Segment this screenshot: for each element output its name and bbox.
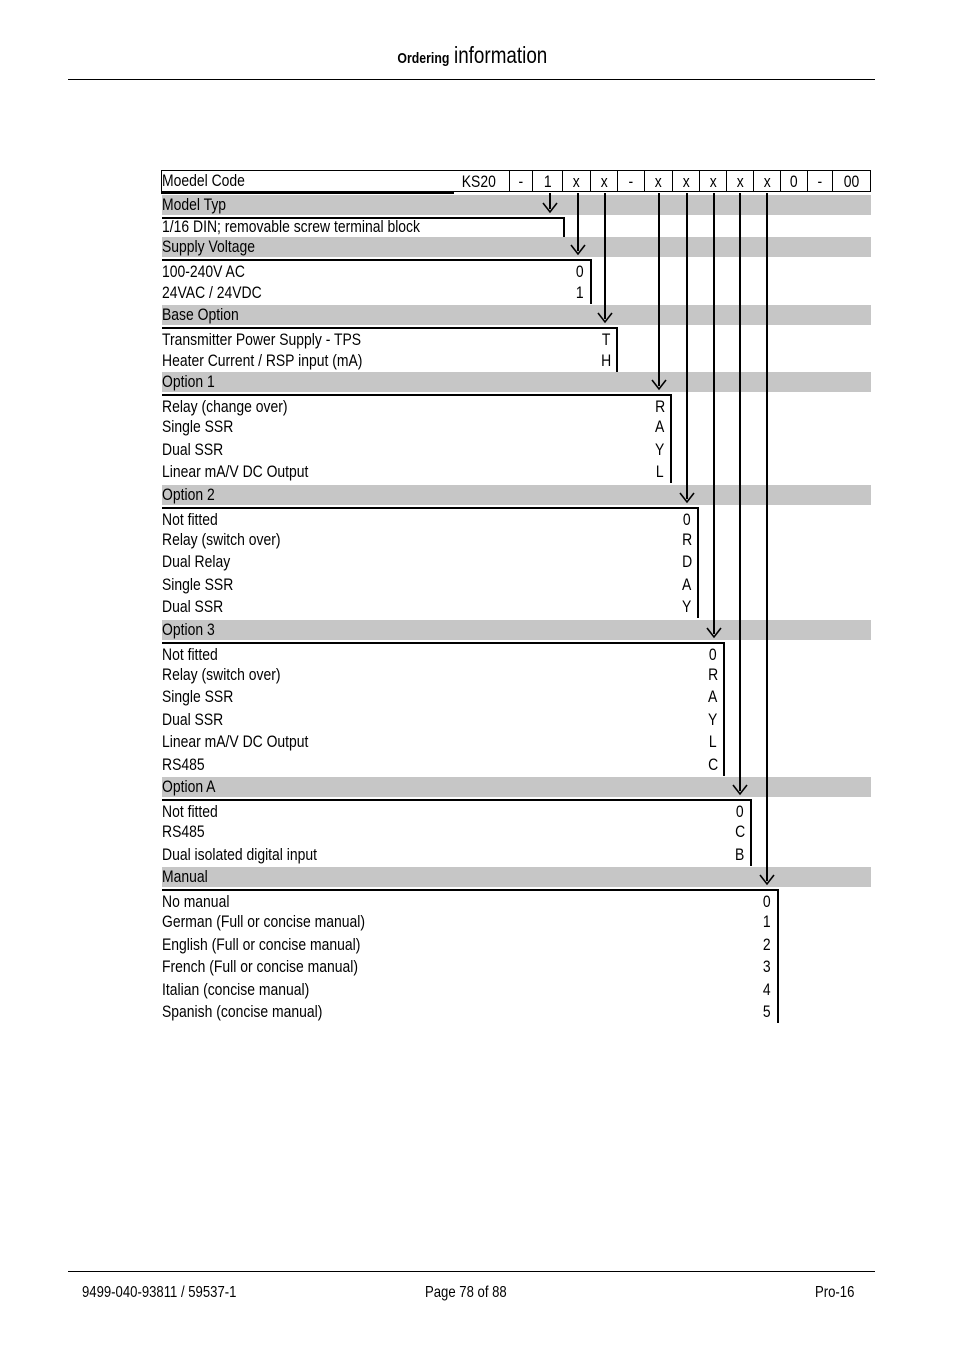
option-code	[574, 263, 586, 281]
section-title	[162, 778, 227, 796]
section-bracket-side	[670, 394, 672, 483]
option-label	[162, 893, 244, 911]
option-label-text: Dual SSR	[162, 440, 224, 459]
option-label-text: Heater Current / RSP input (mA)	[162, 351, 363, 370]
header-title-rest: information	[453, 42, 548, 68]
option-code	[761, 981, 773, 999]
option-label-text: Single SSR	[162, 575, 234, 594]
option-code	[654, 463, 666, 481]
option-label	[162, 553, 245, 571]
connector-line	[604, 193, 606, 319]
option-label-text: Not fitted	[162, 802, 218, 821]
model-code-cell-text: x	[736, 172, 744, 191]
model-code-cell	[781, 170, 808, 192]
option-code	[654, 441, 666, 459]
option-label-text: Single SSR	[162, 687, 234, 706]
option-label	[162, 981, 342, 999]
option-label	[162, 531, 307, 549]
option-code	[734, 803, 746, 821]
model-code-cell	[533, 170, 563, 192]
option-code-text: A	[682, 575, 692, 594]
option-code	[761, 958, 773, 976]
model-code-cell	[453, 170, 510, 192]
model-code-cell-text: -	[628, 172, 634, 191]
model-code-cell-text: x	[655, 172, 662, 191]
option-code-text: L	[656, 462, 664, 481]
section-title	[162, 868, 218, 886]
option-code-text: Y	[708, 710, 718, 729]
option-label-text: 24VAC / 24VDC	[162, 283, 262, 302]
section-title-text: Option 2	[162, 485, 215, 504]
model-code-label-text: Moedel Code	[162, 171, 245, 190]
option-code	[734, 823, 746, 841]
connector-line	[577, 193, 579, 251]
option-code-text: L	[709, 732, 717, 751]
option-label	[162, 958, 401, 976]
option-label-text: Relay (change over)	[162, 397, 288, 416]
option-label-text: Relay (switch over)	[162, 665, 281, 684]
option-label	[162, 733, 341, 751]
option-label	[162, 352, 406, 370]
option-label-text: Italian (concise manual)	[162, 980, 310, 999]
section-title	[162, 238, 275, 256]
option-code-text: 0	[736, 802, 744, 821]
section-title-text: Supply Voltage	[162, 237, 256, 256]
option-label	[162, 463, 341, 481]
model-code-cell	[618, 170, 645, 192]
model-code-cell-text: x	[709, 172, 717, 191]
connector-line	[739, 193, 741, 791]
option-code	[707, 646, 719, 664]
option-label	[162, 913, 410, 931]
option-label-text: Dual SSR	[162, 597, 224, 616]
model-code-cell	[833, 170, 871, 192]
option-code	[681, 576, 693, 594]
section-title	[162, 196, 240, 214]
option-label-text: Transmitter Power Supply - TPS	[162, 330, 362, 349]
option-label	[162, 441, 237, 459]
option-label	[162, 823, 214, 841]
section-bracket-top	[162, 507, 699, 509]
section-title	[162, 621, 226, 639]
option-code	[761, 1003, 773, 1021]
option-code-text: R	[655, 397, 666, 416]
footer-doc-number: 9499-040-93811 / 59537-1	[82, 1284, 237, 1301]
footer-rule	[68, 1271, 875, 1272]
option-code-text: 2	[763, 935, 771, 954]
option-label-text: Linear mA/V DC Output	[162, 732, 309, 751]
option-code-text: 4	[763, 980, 771, 999]
section-band	[162, 195, 871, 215]
option-code	[707, 733, 719, 751]
option-label	[162, 666, 307, 684]
option-label-text: Not fitted	[162, 510, 218, 529]
model-code-cell	[591, 170, 618, 192]
connector-line	[713, 193, 715, 634]
model-code-cell	[700, 170, 727, 192]
option-code	[547, 218, 559, 236]
option-label	[162, 598, 237, 616]
option-label	[162, 1003, 358, 1021]
option-code	[654, 398, 666, 416]
section-title-text: Base Option	[162, 305, 239, 324]
option-code-text: 0	[763, 892, 771, 911]
option-code	[707, 666, 719, 684]
option-label	[162, 936, 404, 954]
option-label	[162, 398, 315, 416]
section-bracket-side	[697, 507, 699, 618]
option-code	[707, 756, 719, 774]
model-code-cell	[673, 170, 700, 192]
option-label-text: Dual SSR	[162, 710, 224, 729]
section-band	[162, 777, 871, 797]
option-code-text: Y	[682, 597, 692, 616]
option-label-text: English (Full or concise manual)	[162, 935, 361, 954]
model-code-cell-text: KS20	[461, 172, 496, 191]
option-label	[162, 418, 249, 436]
option-code	[707, 688, 719, 706]
connector-line	[766, 193, 768, 881]
option-code-text: 1	[763, 912, 771, 931]
option-code-text: T	[601, 330, 611, 349]
option-code-text: A	[708, 687, 718, 706]
option-label	[162, 803, 230, 821]
option-label	[162, 711, 237, 729]
option-code	[681, 598, 693, 616]
section-band	[162, 620, 871, 640]
option-code-text: Y	[655, 440, 665, 459]
section-bracket-side	[723, 642, 725, 776]
model-code-cell	[563, 170, 591, 192]
option-code-text: C	[735, 822, 746, 841]
option-code	[681, 553, 693, 571]
option-code	[600, 331, 612, 349]
section-bracket-side	[777, 889, 779, 1023]
model-code-cell-text: 1	[543, 172, 552, 191]
model-code-cell-text: x	[573, 172, 580, 191]
option-code	[707, 711, 719, 729]
option-label-text: RS485	[162, 755, 205, 774]
option-label-text: RS485	[162, 822, 205, 841]
option-code	[761, 913, 773, 931]
option-label-text: 1/16 DIN; removable screw terminal block	[162, 217, 420, 236]
option-label	[162, 284, 284, 302]
section-band	[162, 305, 871, 325]
option-code	[681, 531, 693, 549]
section-bracket-top	[162, 394, 672, 396]
option-label	[162, 756, 214, 774]
model-code-cell-text: x	[600, 172, 608, 191]
option-label-text: Relay (switch over)	[162, 530, 281, 549]
model-code-underline	[161, 192, 454, 194]
option-label-text: No manual	[162, 892, 230, 911]
option-label-text: German (Full or concise manual)	[162, 912, 365, 931]
model-code-cell-text: 00	[843, 172, 860, 191]
option-code-text: 0	[683, 510, 691, 529]
option-label-text: Dual Relay	[162, 552, 231, 571]
option-label	[162, 218, 477, 236]
model-code-row-border	[161, 170, 454, 192]
option-code-text: R	[682, 530, 693, 549]
connector-line	[658, 193, 660, 386]
option-label-text: Single SSR	[162, 417, 234, 436]
option-label-text: 100-240V AC	[162, 262, 245, 281]
model-code-cell	[510, 170, 533, 192]
option-label	[162, 511, 230, 529]
section-bracket-side	[750, 799, 752, 866]
section-title-text: Option 3	[162, 620, 215, 639]
option-code-text: 1	[576, 283, 584, 302]
option-code	[761, 893, 773, 911]
option-code-text: C	[708, 755, 719, 774]
section-title-text: Option 1	[162, 372, 215, 391]
option-label	[162, 331, 405, 349]
option-code-text: 0	[576, 262, 584, 281]
section-bracket-top	[162, 259, 592, 261]
section-band	[162, 372, 871, 392]
option-label-text: French (Full or concise manual)	[162, 957, 359, 976]
option-label-text: Linear mA/V DC Output	[162, 462, 309, 481]
header-title-bold: Ordering	[397, 50, 450, 67]
section-title-text: Model Typ	[162, 195, 227, 214]
option-code	[600, 352, 612, 370]
option-code-text: A	[655, 417, 665, 436]
option-label-text: Spanish (concise manual)	[162, 1002, 323, 1021]
model-code-cell	[645, 170, 673, 192]
footer-product: Pro-16	[815, 1284, 855, 1301]
option-code	[734, 846, 746, 864]
connector-line	[549, 193, 551, 209]
section-title	[162, 306, 256, 324]
option-label-text: Dual isolated digital input	[162, 845, 317, 864]
section-bracket-top	[162, 889, 779, 891]
model-code-cell-text: x	[682, 172, 690, 191]
section-bracket-side	[616, 327, 618, 372]
model-code-cell	[727, 170, 754, 192]
section-bracket-top	[162, 799, 752, 801]
option-code-text: R	[708, 665, 719, 684]
option-label	[162, 263, 263, 281]
option-label	[162, 646, 230, 664]
section-title	[162, 486, 226, 504]
option-code-text: 3	[763, 957, 771, 976]
option-code-text: 5	[763, 1002, 771, 1021]
option-code	[761, 936, 773, 954]
section-bracket-top	[162, 642, 725, 644]
section-bracket-side	[590, 259, 592, 304]
model-code-cell-text: -	[817, 172, 823, 191]
model-code-cell-text: 0	[790, 172, 798, 191]
model-code-cell-text: x	[763, 172, 771, 191]
model-code-cell	[754, 170, 781, 192]
section-title-text: Manual	[162, 867, 208, 886]
option-code-text: B	[735, 845, 745, 864]
option-label	[162, 846, 351, 864]
model-code-cell	[808, 170, 833, 192]
option-label	[162, 688, 249, 706]
option-code	[681, 511, 693, 529]
section-band	[162, 485, 871, 505]
connector-line	[686, 193, 688, 499]
section-bracket-side	[563, 217, 565, 238]
footer-page-number: Page 78 of 88	[425, 1284, 507, 1301]
option-label	[162, 576, 249, 594]
section-title-text: Option A	[162, 777, 216, 796]
option-code	[654, 418, 666, 436]
section-title	[162, 373, 226, 391]
option-code-text: H	[601, 351, 612, 370]
model-code-cell-text: -	[518, 172, 524, 191]
option-code	[574, 284, 586, 302]
section-bracket-top	[162, 327, 618, 329]
option-code-text: 0	[709, 645, 717, 664]
option-code-text: D	[682, 552, 693, 571]
option-label-text: Not fitted	[162, 645, 218, 664]
